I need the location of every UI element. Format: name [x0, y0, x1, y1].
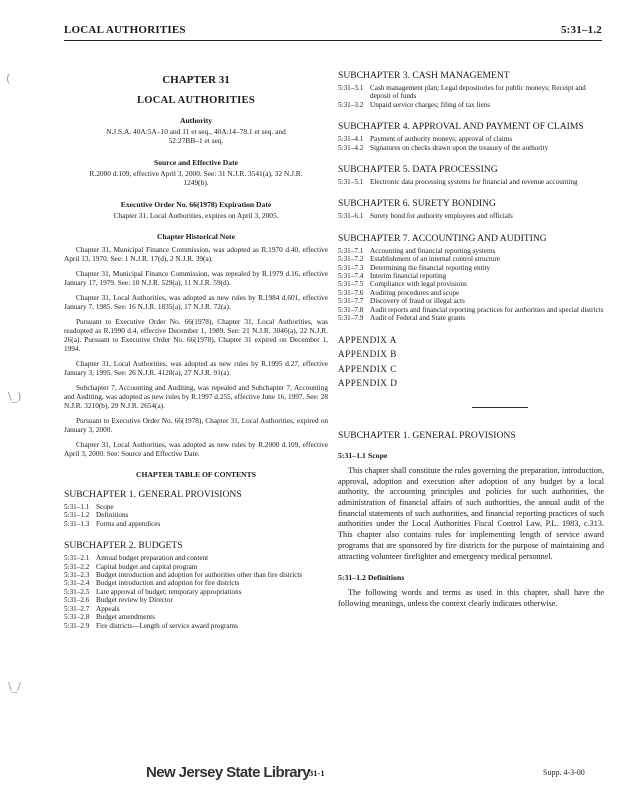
toc-section-title: Payment of authority moneys; approval of claims	[370, 135, 513, 144]
authority-heading: Authority	[179, 116, 213, 125]
toc-section-number: 5:31–7.7	[338, 297, 364, 306]
toc-section-number: 5:31–2.4	[64, 579, 90, 588]
appendix-entry: APPENDIX C	[338, 363, 397, 374]
source-heading: Source and Effective Date	[153, 157, 238, 167]
toc-section-title: Electronic data processing systems for financial and revenue accounting	[370, 178, 578, 187]
page-number: 31-1	[309, 768, 325, 778]
toc-section-title: Interim financial reporting	[370, 272, 447, 281]
history-paragraph: Pursuant to Executive Order No. 66(1978), Chapter 31, Local Authorities, expired on January 3, 2000.	[64, 416, 328, 435]
appendix-entry: APPENDIX B	[338, 349, 397, 360]
toc-entry	[64, 579, 328, 587]
toc-section-number: 5:31–7.5	[338, 280, 364, 289]
toc-section-title: Scope	[96, 503, 114, 512]
toc-entries	[338, 178, 604, 186]
toc-section-number: 5:31–2.1	[64, 554, 90, 563]
toc-section-number: 5:31–1.3	[64, 519, 90, 528]
toc-section-number: 5:31–4.2	[338, 143, 364, 152]
toc-entries	[338, 247, 604, 323]
toc-heading: CHAPTER TABLE OF CONTENTS	[136, 470, 256, 480]
toc-section-title: Compliance with legal provisions	[370, 280, 467, 289]
appendix-entry: APPENDIX D	[338, 378, 398, 389]
chapter-number: CHAPTER 31	[162, 74, 230, 86]
toc-section-title: Fire districts—Length of service award programs	[96, 621, 238, 630]
toc-left	[64, 489, 328, 630]
scope-heading: 5:31–1.1 Scope	[338, 450, 388, 460]
page-footer	[0, 764, 618, 788]
toc-section-number: 5:31–7.8	[338, 305, 364, 314]
history-paragraph: Pursuant to Executive Order No. 66(1978), Chapter 31, Local Authorities, was readopted as R.1990 d.4, effective December 1, 1989. See: 21 N.J.R. 3046(a), 22 N.J.R. 26(a). Pursuant to Executive Order No. 66(1978), Chapter 31 expired on December 1, 1994.	[64, 317, 328, 354]
toc-entry	[338, 272, 604, 280]
running-header	[64, 24, 602, 38]
toc-subchapter-heading: SUBCHAPTER 7. ACCOUNTING AND AUDITING	[338, 232, 547, 244]
toc-entry	[64, 520, 328, 528]
header-rule	[64, 40, 602, 41]
toc-section-title: Establishment of an internal control structure	[370, 255, 500, 264]
toc-entries	[64, 503, 328, 528]
toc-section-number: 5:31–2.8	[64, 613, 90, 622]
appendix-entry: APPENDIX A	[338, 334, 397, 345]
history-paragraph: Chapter 31, Local Authorities, was adopted as new rules by R.1995 d.27, effective January 3, 1995. See: 26 N.J.R. 4128(a), 27 N.J.R. 91(a).	[64, 359, 328, 378]
toc-entry	[338, 212, 604, 220]
appendix-list	[338, 333, 604, 391]
toc-entry	[338, 297, 604, 305]
history-paragraph: Chapter 31, Local Authorities, was adopted as new rules by R.1984 d.601, effective January 7, 1985. See: 16 N.J.R. 1835(a), 17 N.J.R. 72(a).	[64, 293, 328, 312]
definitions-body: The following words and terms as used in this chapter, shall have the following meanings, unless the context clearly indicates otherwise.	[338, 588, 604, 608]
toc-entry	[64, 596, 328, 604]
executive-order-text: Chapter 31, Local Authorities, expires on April 3, 2005.	[113, 210, 279, 220]
right-column	[338, 50, 604, 610]
toc-entry	[64, 588, 328, 596]
toc-section-title: Auditing procedures and scope	[370, 288, 460, 297]
toc-section-title: Appeals	[96, 604, 120, 613]
header-title: LOCAL AUTHORITIES	[64, 24, 186, 36]
toc-section-title: Late approval of budget; temporary appropriations	[96, 587, 242, 596]
library-stamp: New Jersey State Library	[146, 764, 311, 781]
history-paragraph: Chapter 31, Municipal Finance Commission, was adopted as R.1970 d.40, effective April 13, 1970. See: 1 N.J.R. 17(d), 2 N.J.R. 39(a).	[64, 245, 328, 264]
toc-section-title: Budget introduction and adoption for fire districts	[96, 579, 240, 588]
supplement-date: Supp. 4-3-00	[543, 768, 585, 777]
toc-entry	[64, 503, 328, 511]
toc-section-number: 5:31–4.1	[338, 135, 364, 144]
scan-mark: \_/	[8, 680, 21, 693]
toc-entry	[338, 289, 604, 297]
toc-section-title: Definitions	[96, 511, 129, 520]
toc-right	[338, 70, 604, 323]
toc-entries	[64, 554, 328, 630]
toc-section-number: 5:31–2.3	[64, 571, 90, 580]
definitions-heading: 5:31–1.2 Definitions	[338, 573, 405, 583]
history-paragraph: Subchapter 7, Accounting and Auditing, was repealed and Subchapter 7, Accounting and Auditing, was adopted as new rules by R.1997 d.255, effective June 16, 1997. See: 28 N.J.R. 3210(b), 29 N.J.R. 2654(a).	[64, 383, 328, 411]
toc-section-title: Unpaid service charges; filing of tax liens	[370, 100, 491, 109]
toc-section-title: Capital budget and capital program	[96, 562, 198, 571]
toc-section-number: 5:31–1.1	[64, 503, 90, 512]
toc-section-title: Accounting and financial reporting systems	[370, 246, 496, 255]
toc-section-title: Cash management plan; Legal depositories for public moneys; Receipt and deposit of funds	[370, 84, 586, 101]
toc-section-number: 5:31–7.6	[338, 288, 364, 297]
historical-note	[64, 245, 328, 458]
toc-entry	[338, 178, 604, 186]
toc-section-title: Budget amendments	[96, 613, 155, 622]
toc-subchapter-heading: SUBCHAPTER 5. DATA PROCESSING	[338, 164, 498, 176]
toc-entry	[338, 84, 604, 101]
toc-section-number: 5:31–2.5	[64, 587, 90, 596]
history-paragraph: Chapter 31, Local Authorities, was adopted as new rules by R.2000 d.109, effective April 3, 2000. See: Source and Effective Date.	[64, 440, 328, 459]
toc-section-number: 5:31–3.1	[338, 84, 364, 92]
authority-text: N.J.S.A. 40A:5A–10 and 11 et seq., 40A:14–78.1 et seq. and 52:27BB–1 et seq.	[106, 127, 286, 146]
toc-entries	[338, 84, 604, 109]
toc-section-number: 5:31–7.1	[338, 246, 364, 255]
toc-entries	[338, 135, 604, 152]
toc-entry	[338, 144, 604, 152]
toc-section-number: 5:31–2.2	[64, 562, 90, 571]
chapter-name: LOCAL AUTHORITIES	[136, 95, 255, 106]
toc-entry	[338, 280, 604, 288]
toc-section-number: 5:31–2.6	[64, 596, 90, 605]
toc-section-number: 5:31–5.1	[338, 178, 364, 187]
toc-section-number: 5:31–2.9	[64, 621, 90, 630]
toc-section-number: 5:31–6.1	[338, 212, 364, 221]
toc-section-number: 5:31–1.2	[64, 511, 90, 520]
toc-subchapter-heading: SUBCHAPTER 2. BUDGETS	[64, 540, 183, 552]
toc-entry	[64, 571, 328, 579]
section-divider	[472, 407, 528, 408]
executive-order-heading: Executive Order No. 66(1978) Expiration Date	[120, 199, 272, 209]
toc-entry	[338, 314, 604, 322]
left-column	[64, 50, 328, 630]
historical-note-heading: Chapter Historical Note	[157, 232, 235, 242]
toc-section-title: Forms and appendices	[96, 519, 161, 528]
source-text: R.2000 d.109, effective April 3, 2000. See: 31 N.J.R. 3541(a), 32 N.J.R. 1249(b).	[89, 168, 303, 188]
toc-entry	[338, 247, 604, 255]
toc-entries	[338, 212, 604, 220]
toc-entry	[64, 613, 328, 621]
toc-section-title: Signatures on checks drawn upon the treasury of the authority	[370, 143, 549, 152]
toc-section-number: 5:31–7.9	[338, 314, 364, 323]
toc-section-title: Budget review by Director	[96, 596, 173, 605]
toc-subchapter-heading: SUBCHAPTER 1. GENERAL PROVISIONS	[64, 489, 242, 501]
toc-section-number: 5:31–3.2	[338, 100, 364, 109]
header-section-number: 5:31–1.2	[560, 24, 602, 36]
toc-entry	[64, 622, 328, 630]
toc-entry	[338, 135, 604, 143]
toc-entry	[338, 101, 604, 109]
toc-section-title: Determining the financial reporting entity	[370, 263, 491, 272]
toc-section-number: 5:31–2.7	[64, 604, 90, 613]
toc-entry	[338, 306, 604, 314]
history-paragraph: Chapter 31, Municipal Finance Commission, was repealed by R.1979 d.16, effective January 17, 1979. See: 10 N.J.R. 529(a), 11 N.J.R. 59(d).	[64, 269, 328, 288]
toc-subchapter-heading: SUBCHAPTER 6. SURETY BONDING	[338, 198, 496, 210]
scan-mark: \_)	[8, 390, 22, 403]
toc-entry	[64, 563, 328, 571]
toc-section-number: 5:31–7.3	[338, 263, 364, 272]
scan-mark: (	[6, 72, 11, 85]
subchapter-1-heading: SUBCHAPTER 1. GENERAL PROVISIONS	[338, 429, 516, 441]
toc-subchapter-heading: SUBCHAPTER 4. APPROVAL AND PAYMENT OF CLAIMS	[338, 121, 584, 133]
toc-section-title: Surety bond for authority employees and officials	[370, 212, 513, 221]
toc-entry	[338, 255, 604, 263]
toc-entry	[64, 554, 328, 562]
toc-section-title: Audit reports and financial reporting practices for authorities and special districts	[370, 305, 604, 314]
toc-section-number: 5:31–7.2	[338, 255, 364, 264]
toc-entry	[64, 605, 328, 613]
toc-entry	[338, 264, 604, 272]
scope-body: This chapter shall constitute the rules governing the preparation, introduction, approval, adoption and execution after adoption of any budget by a local authority, the accounting principles and policies for such authorities, the administration of financial affairs of such authorities, the annual audit of the financial statements of such authorities, and financial reporting practices of such authorities under the Local Authorities Fiscal Control Law, P.L. 1983, c.313. This chapter also contains rules for implementing length of service award programs that are sponsored by fire districts for the purpose of maintaining and attracting volunteer firefighter and emergency medical personnel.	[338, 465, 604, 561]
toc-section-title: Discovery of fraud or illegal acts	[370, 297, 465, 306]
toc-section-title: Budget introduction and adoption for authorities other than fire districts	[96, 571, 303, 580]
toc-section-title: Audit of Federal and State grants	[370, 314, 466, 323]
toc-section-title: Annual budget preparation and content	[96, 554, 209, 563]
toc-section-number: 5:31–7.4	[338, 272, 364, 281]
toc-subchapter-heading: SUBCHAPTER 3. CASH MANAGEMENT	[338, 70, 510, 81]
toc-entry	[64, 511, 328, 519]
